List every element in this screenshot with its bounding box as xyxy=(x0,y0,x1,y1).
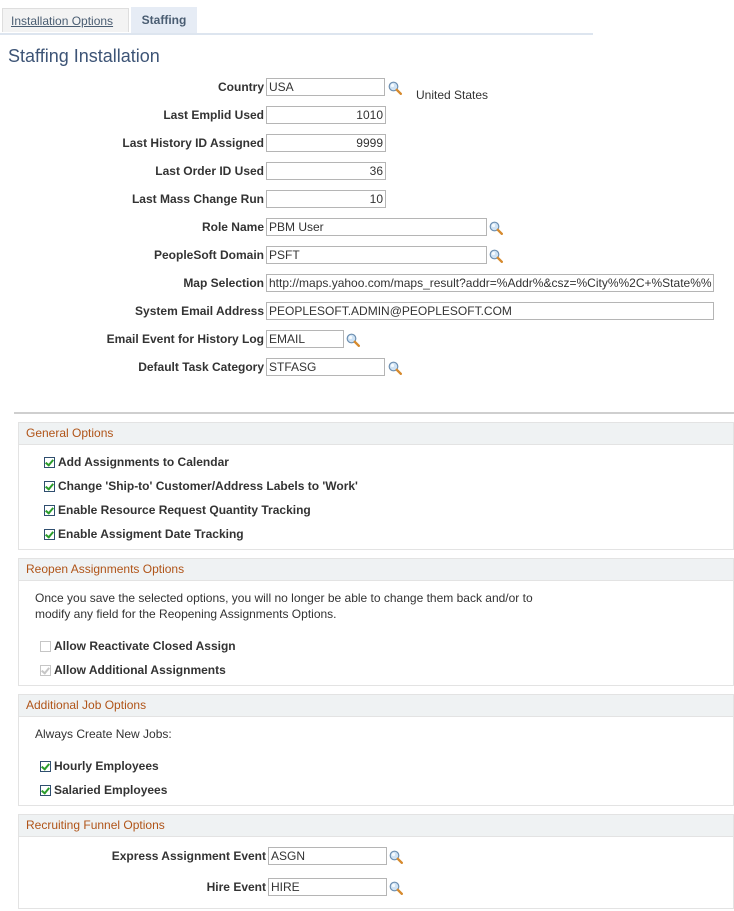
general-options-title: General Options xyxy=(19,423,733,445)
reopen-note xyxy=(35,590,533,622)
general-options-section xyxy=(18,422,734,550)
lookup-icon[interactable] xyxy=(489,221,503,235)
hire-event-input[interactable]: HIRE xyxy=(268,878,387,896)
hire-event-label-wrap xyxy=(0,878,266,898)
last-mass-change-input[interactable]: 10 xyxy=(266,190,386,208)
map-selection-input[interactable]: http://maps.yahoo.com/maps_result?addr=%Addr%&csz=%City%%2C+%State%% xyxy=(266,274,714,292)
system-email-label: System Email Address xyxy=(135,304,264,318)
change-ship-to-labels-checkbox[interactable] xyxy=(44,478,358,494)
reopen-note-line1: Once you save the selected options, you will no longer be able to change them back and/or to xyxy=(35,591,533,605)
checkbox-icon[interactable] xyxy=(44,457,55,468)
email-event-label: Email Event for History Log xyxy=(106,332,264,346)
role-name-label: Role Name xyxy=(201,220,264,234)
checkbox-label: Salaried Employees xyxy=(54,783,168,797)
lookup-icon[interactable] xyxy=(489,249,503,263)
country-description: United States xyxy=(416,88,489,102)
last-order-id-input[interactable]: 36 xyxy=(266,162,386,180)
default-task-input[interactable]: STFASG xyxy=(266,358,385,376)
map-selection-label: Map Selection xyxy=(183,276,264,290)
last-mass-change-label: Last Mass Change Run xyxy=(131,192,264,206)
page-title: Staffing Installation xyxy=(8,46,160,66)
checkbox-label: Enable Assigment Date Tracking xyxy=(58,527,244,541)
job-options-title: Additional Job Options xyxy=(19,695,733,717)
divider xyxy=(14,412,734,414)
checkbox-label: Allow Reactivate Closed Assign xyxy=(54,639,236,653)
checkbox-label: Enable Resource Request Quantity Tracking xyxy=(58,503,311,517)
last-history-id-label: Last History ID Assigned xyxy=(122,136,264,150)
reopen-note-line2: modify any field for the Reopening Assignments Options. xyxy=(35,607,337,621)
job-options-section xyxy=(18,694,734,806)
checkbox-icon[interactable] xyxy=(44,505,55,516)
country-label: Country xyxy=(218,80,264,94)
checkbox-icon[interactable] xyxy=(40,641,51,652)
role-name-input[interactable]: PBM User xyxy=(266,218,487,236)
job-options-subtitle: Always Create New Jobs: xyxy=(35,727,172,741)
country-input[interactable]: USA xyxy=(266,78,385,96)
add-assignments-calendar-checkbox[interactable] xyxy=(44,454,229,470)
default-task-label-wrap xyxy=(0,358,264,378)
country-label-wrap xyxy=(0,78,264,98)
role-name-label-wrap xyxy=(0,218,264,238)
checkbox-label: Add Assignments to Calendar xyxy=(58,455,229,469)
lookup-icon[interactable] xyxy=(346,333,360,347)
ps-domain-label-wrap xyxy=(0,246,264,266)
reopen-options-section xyxy=(18,558,734,686)
last-mass-change-label-wrap xyxy=(0,190,264,210)
ps-domain-input[interactable]: PSFT xyxy=(266,246,487,264)
express-event-input[interactable]: ASGN xyxy=(268,847,387,865)
checkbox-label: Hourly Employees xyxy=(54,759,159,773)
last-emplid-label-wrap xyxy=(0,106,264,126)
ps-domain-label: PeopleSoft Domain xyxy=(153,248,264,262)
checkbox-icon[interactable] xyxy=(44,529,55,540)
tab-staffing[interactable]: Staffing xyxy=(131,7,197,33)
tab-installation-options[interactable]: Installation Options xyxy=(2,8,129,32)
enable-assignment-date-tracking-checkbox[interactable] xyxy=(44,526,244,542)
checkbox-icon[interactable] xyxy=(40,785,51,796)
checkbox-label: Change 'Ship-to' Customer/Address Labels to 'Work' xyxy=(58,479,358,493)
allow-reactivate-closed-checkbox[interactable] xyxy=(40,638,236,654)
express-event-label-wrap xyxy=(0,847,266,867)
salaried-employees-checkbox[interactable] xyxy=(40,782,167,798)
checkbox-icon[interactable] xyxy=(40,665,51,676)
default-task-label: Default Task Category xyxy=(138,360,264,374)
checkbox-icon[interactable] xyxy=(44,481,55,492)
last-history-id-input[interactable]: 9999 xyxy=(266,134,386,152)
last-order-id-label-wrap xyxy=(0,162,264,182)
lookup-icon[interactable] xyxy=(389,881,403,895)
last-order-id-label: Last Order ID Used xyxy=(155,164,264,178)
last-emplid-label: Last Emplid Used xyxy=(163,108,264,122)
checkbox-label: Allow Additional Assignments xyxy=(54,663,226,677)
tab-bar xyxy=(0,0,593,35)
funnel-options-title: Recruiting Funnel Options xyxy=(19,815,733,837)
hire-event-label: Hire Event xyxy=(206,880,266,894)
email-event-input[interactable]: EMAIL xyxy=(266,330,344,348)
enable-resource-request-tracking-checkbox[interactable] xyxy=(44,502,311,518)
email-event-label-wrap xyxy=(0,330,264,350)
last-history-id-label-wrap xyxy=(0,134,264,154)
system-email-label-wrap xyxy=(0,302,264,322)
lookup-icon[interactable] xyxy=(389,850,403,864)
hourly-employees-checkbox[interactable] xyxy=(40,758,159,774)
reopen-options-title: Reopen Assignments Options xyxy=(19,559,733,581)
checkbox-icon[interactable] xyxy=(40,761,51,772)
lookup-icon[interactable] xyxy=(388,81,402,95)
last-emplid-input[interactable]: 1010 xyxy=(266,106,386,124)
allow-additional-assignments-checkbox[interactable] xyxy=(40,662,226,678)
lookup-icon[interactable] xyxy=(388,361,402,375)
system-email-input[interactable]: PEOPLESOFT.ADMIN@PEOPLESOFT.COM xyxy=(266,302,714,320)
express-event-label: Express Assignment Event xyxy=(111,849,266,863)
map-selection-label-wrap xyxy=(0,274,264,294)
